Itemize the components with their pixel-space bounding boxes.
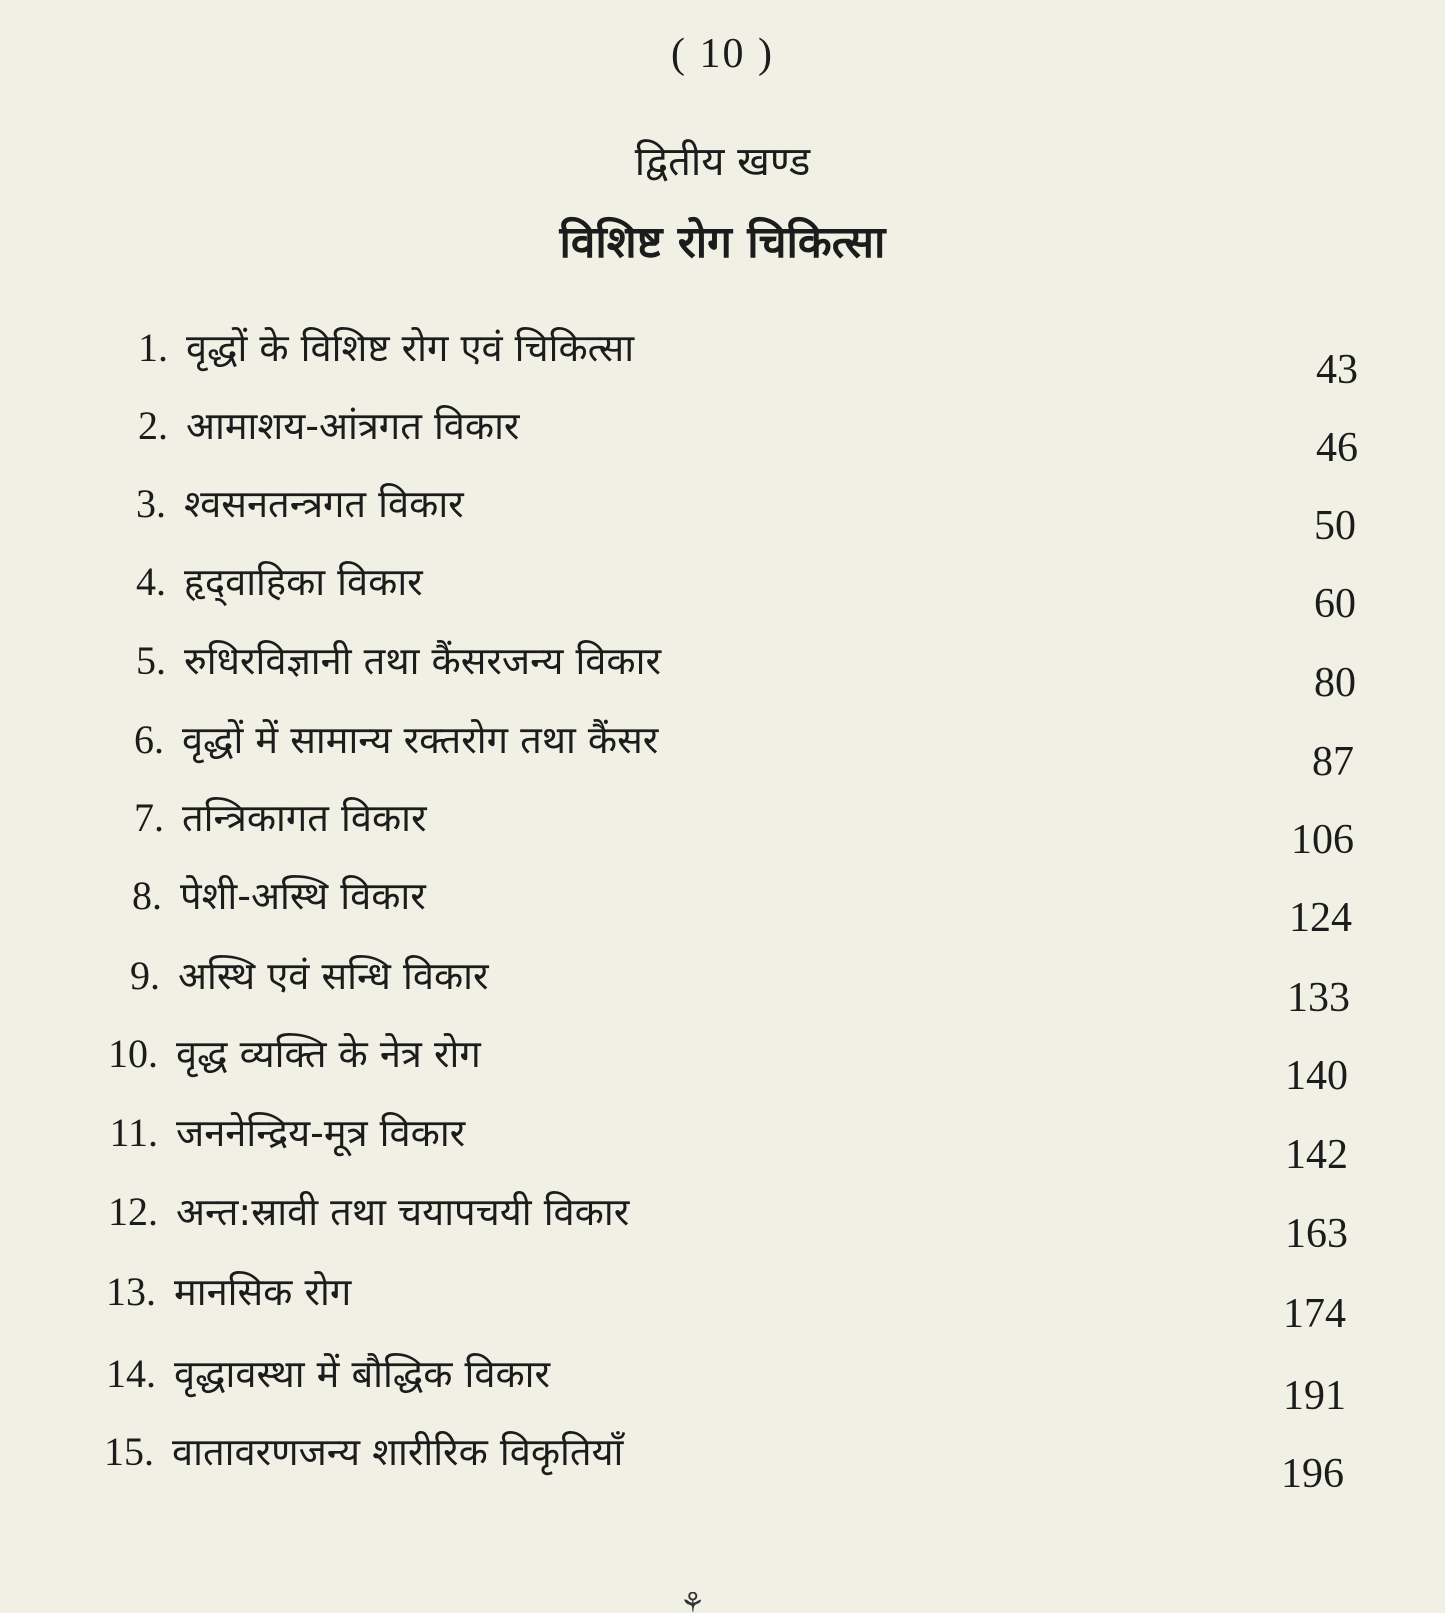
toc-entry: [76, 476, 1356, 549]
entry-page: 106: [1291, 817, 1354, 863]
toc-entry: [76, 633, 1356, 706]
entry-number: 1.: [138, 325, 168, 370]
toc-entry: [64, 1424, 1344, 1497]
entry-title: वृद्धावस्था में बौद्धिक विकार: [174, 1352, 551, 1396]
entry-page: 133: [1287, 975, 1350, 1021]
entry-page: 43: [1316, 347, 1358, 393]
entry-page: 50: [1314, 503, 1356, 549]
entry-title: श्वसनतन्त्रगत विकार: [184, 482, 464, 526]
entry-number: 6.: [134, 717, 164, 762]
entry-page: 142: [1285, 1132, 1348, 1178]
entry-number: 13.: [106, 1269, 156, 1314]
entry-page: 174: [1283, 1291, 1346, 1337]
toc-entry: [66, 1346, 1346, 1419]
entry-title: आमाशय-आंत्रगत विकार: [186, 404, 520, 448]
entry-title: हृद्‌वाहिका विकार: [184, 560, 423, 604]
entry-title: वातावरणजन्य शारीरिक विकृतियाँ: [172, 1430, 624, 1474]
entry-number: 15.: [104, 1429, 154, 1474]
toc-entry: [68, 1105, 1348, 1178]
toc-entry: [72, 868, 1352, 941]
entry-page: 80: [1314, 660, 1356, 706]
entry-title: पेशी-अस्थि विकार: [180, 874, 426, 918]
entry-page: 196: [1281, 1451, 1344, 1497]
toc-entry: [66, 1264, 1346, 1337]
entry-number: 2.: [138, 403, 168, 448]
entry-page: 87: [1312, 739, 1354, 785]
entry-number: 8.: [132, 873, 162, 918]
toc-entry: [70, 948, 1350, 1021]
entry-page: 46: [1316, 425, 1358, 471]
entry-number: 7.: [134, 795, 164, 840]
entry-title: अन्त:स्रावी तथा चयापचयी विकार: [176, 1190, 630, 1234]
toc-entry: [74, 790, 1354, 863]
entry-number: 9.: [130, 953, 160, 998]
section-title: विशिष्ट रोग चिकित्सा: [559, 217, 886, 268]
entry-page: 60: [1314, 581, 1356, 627]
entry-title: तन्त्रिकागत विकार: [182, 796, 427, 840]
entry-page: 163: [1285, 1211, 1348, 1257]
entry-page: 140: [1285, 1053, 1348, 1099]
entry-number: 10.: [108, 1031, 158, 1076]
entry-page: 124: [1289, 895, 1352, 941]
entry-title: मानसिक रोग: [174, 1270, 352, 1314]
toc-entry: [68, 1026, 1348, 1099]
toc-entry: [74, 712, 1354, 785]
toc-entry: [78, 320, 1358, 393]
entry-number: 12.: [108, 1189, 158, 1234]
entry-number: 3.: [136, 481, 166, 526]
entry-title: वृद्धों में सामान्य रक्तरोग तथा कैंसर: [182, 718, 659, 762]
toc-entry: [68, 1184, 1348, 1257]
entry-number: 11.: [109, 1110, 158, 1155]
toc-entry: [78, 398, 1358, 471]
entry-page: 191: [1283, 1373, 1346, 1419]
page-number: ( 10 ): [671, 31, 774, 77]
entry-title: जननेन्द्रिय-मूत्र विकार: [176, 1111, 466, 1155]
toc-entry: [76, 554, 1356, 627]
entry-title: अस्थि एवं सन्धि विकार: [178, 954, 489, 998]
entry-title: रुधिरविज्ञानी तथा कैंसरजन्य विकार: [184, 639, 662, 683]
ornament-icon: ⚘: [680, 1592, 706, 1613]
section-label: द्वितीय खण्ड: [634, 139, 811, 185]
entry-number: 14.: [106, 1351, 156, 1396]
entry-title: वृद्ध व्यक्ति के नेत्र रोग: [176, 1032, 481, 1076]
entry-number: 5.: [136, 638, 166, 683]
entry-title: वृद्धों के विशिष्ट रोग एवं चिकित्सा: [186, 326, 635, 370]
entry-number: 4.: [136, 559, 166, 604]
